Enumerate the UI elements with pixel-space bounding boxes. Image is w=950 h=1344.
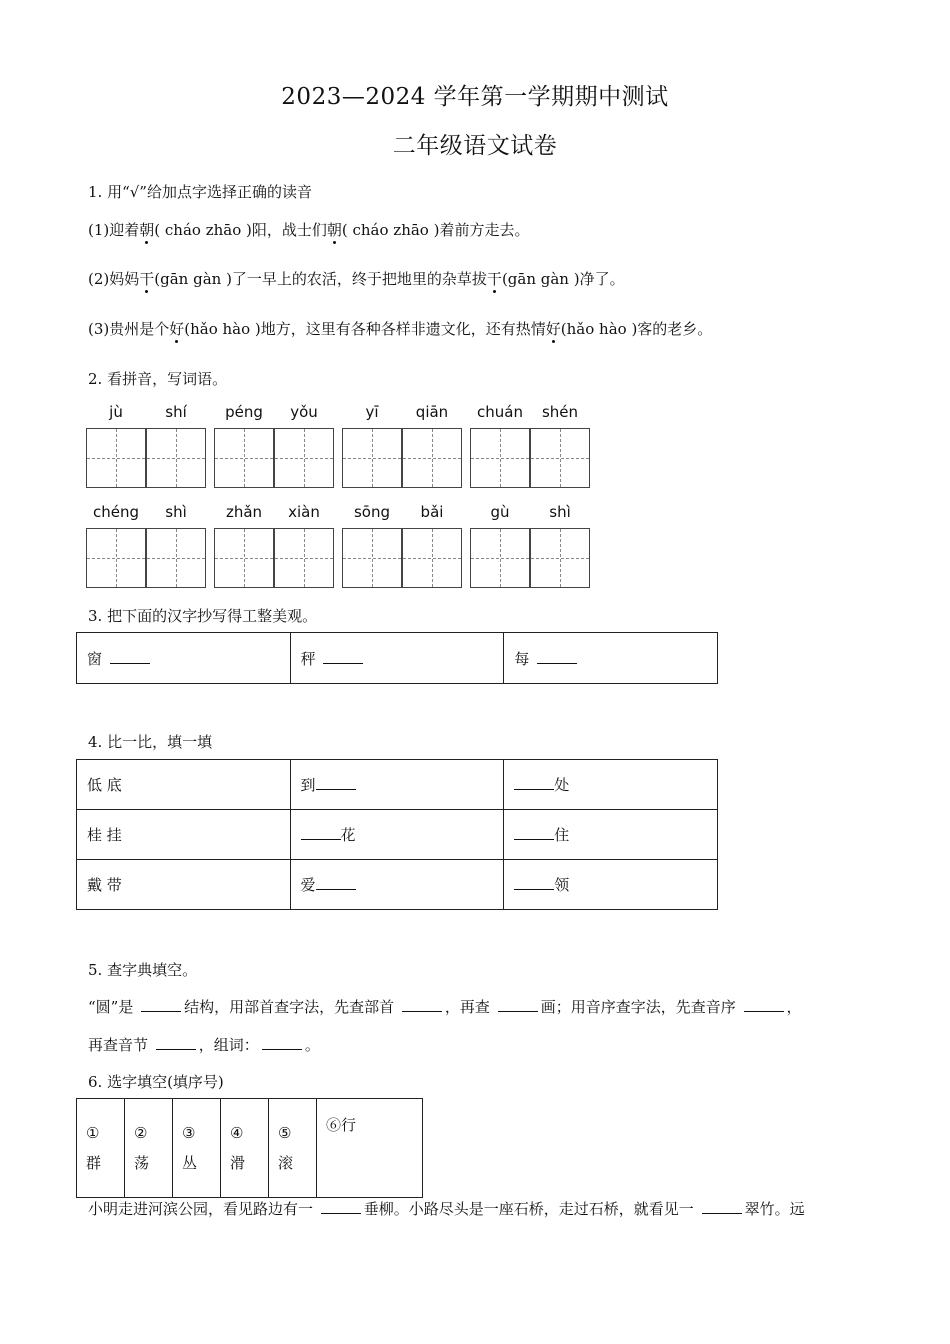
pinyin-label: bǎi bbox=[420, 503, 444, 521]
q1-item-3 bbox=[88, 318, 712, 339]
answer-blank[interactable] bbox=[301, 825, 341, 840]
q5-text: “圆”是 bbox=[88, 998, 134, 1016]
answer-blank[interactable] bbox=[514, 825, 554, 840]
q6-text: 翠竹。远 bbox=[744, 1200, 805, 1218]
writing-box[interactable] bbox=[86, 528, 146, 588]
q5-text: ，组词： bbox=[198, 1036, 259, 1054]
writing-box[interactable] bbox=[214, 428, 274, 488]
q5-text: 。 bbox=[304, 1036, 320, 1054]
writing-box[interactable] bbox=[274, 528, 334, 588]
q5-text: 再查音节 bbox=[88, 1036, 149, 1054]
q5-text: ，再查 bbox=[444, 998, 490, 1016]
q1-3-text-a: (3)贵州是个 bbox=[88, 320, 170, 338]
q1-3-text-b: (hǎo hào )地方，这里有各种各样非遗文化，还有热情 bbox=[184, 320, 546, 338]
exam-title: 2023—2024 学年第一学期期中测试 bbox=[281, 84, 669, 110]
answer-blank[interactable] bbox=[498, 997, 538, 1012]
q6-text: 小明走进河滨公园，看见路边有一 bbox=[88, 1200, 314, 1218]
option-cell bbox=[221, 1099, 269, 1198]
answer-blank[interactable] bbox=[262, 1035, 302, 1050]
q1-3-dotted-char-1: 好 bbox=[169, 320, 185, 338]
pinyin-label: yǒu bbox=[290, 403, 318, 421]
q1-2-dotted-char-2: 干 bbox=[486, 270, 502, 288]
q2-title: 2. 看拼音，写词语。 bbox=[88, 370, 228, 388]
pinyin-word bbox=[214, 503, 334, 590]
q5-text: 画；用音序查字法，先查音序 bbox=[540, 998, 736, 1016]
q4-compare-table bbox=[76, 759, 718, 910]
writing-box[interactable] bbox=[402, 428, 462, 488]
pinyin-label: sōng bbox=[353, 503, 391, 521]
writing-box[interactable] bbox=[86, 428, 146, 488]
pinyin-label: yī bbox=[365, 403, 379, 421]
fill-text: 领 bbox=[554, 876, 570, 894]
writing-box[interactable] bbox=[214, 528, 274, 588]
q5-text: ， bbox=[786, 998, 802, 1016]
answer-blank[interactable] bbox=[316, 775, 356, 790]
answer-blank[interactable] bbox=[141, 997, 181, 1012]
q5-line-1 bbox=[88, 996, 802, 1017]
pinyin-label: shì bbox=[549, 503, 571, 521]
answer-blank[interactable] bbox=[321, 1199, 361, 1214]
q1-title: 1. 用“√”给加点字选择正确的读音 bbox=[88, 183, 312, 201]
table-row bbox=[77, 860, 718, 910]
char-pair: 桂 挂 bbox=[77, 810, 291, 860]
option-number: ⑤ bbox=[278, 1124, 292, 1142]
copy-char: 每 bbox=[514, 649, 530, 668]
q1-item-2 bbox=[88, 268, 625, 289]
q3-title: 3. 把下面的汉字抄写得工整美观。 bbox=[88, 607, 318, 625]
fill-text: 住 bbox=[554, 826, 570, 844]
copy-char: 秤 bbox=[300, 649, 316, 668]
pinyin-word bbox=[342, 503, 462, 590]
exam-subtitle: 二年级语文试卷 bbox=[392, 133, 558, 159]
option-char: 丛 bbox=[182, 1154, 198, 1172]
pinyin-label: chéng bbox=[92, 503, 139, 521]
answer-blank[interactable] bbox=[537, 649, 577, 664]
q5-line-2 bbox=[88, 1034, 320, 1055]
char-pair: 戴 带 bbox=[77, 860, 291, 910]
writing-box[interactable] bbox=[530, 428, 590, 488]
option-number: ① bbox=[86, 1124, 100, 1142]
pinyin-word bbox=[86, 403, 206, 490]
pinyin-label: shì bbox=[165, 503, 187, 521]
option-char: 群 bbox=[86, 1154, 102, 1172]
option-cell bbox=[173, 1099, 221, 1198]
q5-text: 结构，用部首查字法，先查部首 bbox=[184, 998, 395, 1016]
fill-text: 爱 bbox=[300, 876, 316, 894]
answer-blank[interactable] bbox=[402, 997, 442, 1012]
pinyin-word bbox=[470, 503, 590, 590]
answer-blank[interactable] bbox=[316, 875, 356, 890]
option-cell bbox=[125, 1099, 173, 1198]
copy-char: 窗 bbox=[87, 649, 103, 668]
writing-box[interactable] bbox=[274, 428, 334, 488]
q1-3-text-c: (hǎo hào )客的老乡。 bbox=[560, 320, 713, 338]
fill-cell[interactable] bbox=[290, 760, 504, 810]
fill-cell[interactable] bbox=[504, 760, 718, 810]
q6-passage bbox=[88, 1198, 805, 1219]
pinyin-label: shí bbox=[165, 403, 187, 421]
answer-blank[interactable] bbox=[514, 875, 554, 890]
q1-item-1 bbox=[88, 219, 529, 240]
option-char: 荡 bbox=[134, 1154, 150, 1172]
pinyin-label: chuán bbox=[477, 403, 523, 421]
writing-box[interactable] bbox=[342, 528, 402, 588]
table-row bbox=[77, 810, 718, 860]
copy-cell[interactable] bbox=[504, 633, 718, 684]
pinyin-label: péng bbox=[225, 403, 263, 421]
answer-blank[interactable] bbox=[110, 649, 150, 664]
q6-title: 6. 选字填空(填序号) bbox=[88, 1073, 224, 1091]
writing-box[interactable] bbox=[146, 428, 206, 488]
answer-blank[interactable] bbox=[514, 775, 554, 790]
fill-cell[interactable] bbox=[290, 810, 504, 860]
writing-box[interactable] bbox=[402, 528, 462, 588]
pinyin-word bbox=[214, 403, 334, 490]
option-number: ② bbox=[134, 1124, 148, 1142]
pinyin-label: shén bbox=[541, 403, 579, 421]
q1-2-text-b: (gān gàn )了一早上的农活，终于把地里的杂草拔 bbox=[154, 270, 487, 288]
q1-1-text-b: ( cháo zhāo )阳，战士们 bbox=[154, 221, 327, 239]
q1-1-dotted-char-2: 朝 bbox=[326, 221, 342, 239]
fill-cell[interactable] bbox=[290, 860, 504, 910]
pinyin-label: jù bbox=[109, 403, 123, 421]
option-number: ④ bbox=[230, 1124, 244, 1142]
answer-blank[interactable] bbox=[323, 649, 363, 664]
answer-blank[interactable] bbox=[156, 1035, 196, 1050]
q1-2-dotted-char-1: 干 bbox=[139, 270, 155, 288]
writing-box[interactable] bbox=[342, 428, 402, 488]
pinyin-word bbox=[86, 503, 206, 590]
table-row bbox=[77, 633, 718, 684]
pinyin-word bbox=[342, 403, 462, 490]
q5-title: 5. 查字典填空。 bbox=[88, 961, 198, 979]
answer-blank[interactable] bbox=[702, 1199, 742, 1214]
option-char: 滚 bbox=[278, 1154, 294, 1172]
option-char: 滑 bbox=[230, 1154, 246, 1172]
q1-3-dotted-char-2: 好 bbox=[545, 320, 561, 338]
option-number: ③ bbox=[182, 1124, 196, 1142]
writing-box[interactable] bbox=[470, 428, 530, 488]
pinyin-label: xiàn bbox=[288, 503, 320, 521]
option-cell bbox=[269, 1099, 317, 1198]
fill-text: 花 bbox=[340, 826, 356, 844]
q6-text: 垂柳。小路尽头是一座石桥，走过石桥，就看见一 bbox=[363, 1200, 694, 1218]
table-row bbox=[77, 760, 718, 810]
option-cell: ⑥行 bbox=[317, 1099, 423, 1198]
table-row bbox=[77, 1099, 423, 1198]
option-cell bbox=[77, 1099, 125, 1198]
fill-text: 到 bbox=[300, 776, 316, 794]
writing-box[interactable] bbox=[146, 528, 206, 588]
pinyin-word bbox=[470, 403, 590, 490]
copy-cell[interactable] bbox=[290, 633, 504, 684]
pinyin-label: gù bbox=[490, 503, 510, 521]
fill-text: 处 bbox=[554, 776, 570, 794]
q1-1-dotted-char-1: 朝 bbox=[139, 221, 155, 239]
q4-title: 4. 比一比，填一填 bbox=[88, 733, 213, 751]
char-pair: 低 底 bbox=[77, 760, 291, 810]
writing-box[interactable] bbox=[530, 528, 590, 588]
q1-2-text-c: (gān gàn )净了。 bbox=[501, 270, 625, 288]
fill-cell[interactable] bbox=[504, 810, 718, 860]
writing-box[interactable] bbox=[470, 528, 530, 588]
fill-cell[interactable] bbox=[504, 860, 718, 910]
pinyin-label: zhǎn bbox=[225, 503, 263, 521]
q6-options-table bbox=[76, 1098, 423, 1198]
q1-1-text-c: ( cháo zhāo )着前方走去。 bbox=[341, 221, 530, 239]
q3-copy-table bbox=[76, 632, 718, 684]
answer-blank[interactable] bbox=[744, 997, 784, 1012]
q1-2-text-a: (2)妈妈 bbox=[88, 270, 140, 288]
copy-cell[interactable] bbox=[77, 633, 291, 684]
pinyin-label: qiān bbox=[415, 403, 449, 421]
q1-1-text-a: (1)迎着 bbox=[88, 221, 140, 239]
